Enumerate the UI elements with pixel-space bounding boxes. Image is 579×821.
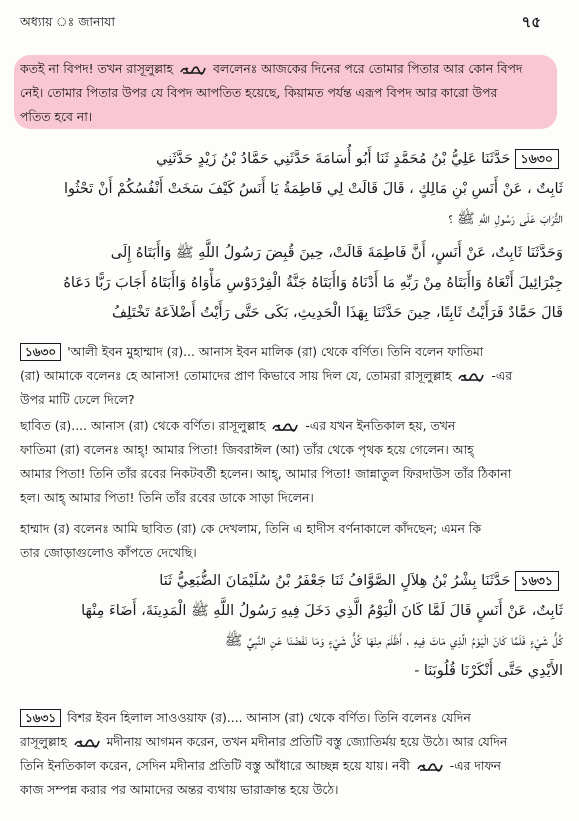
text-line: কতই না বিপদ! তখন রাসূলুল্লাহ বললেনঃ আজকের দিনের পরে তোমার পিতার আর কোন বিপদ bbox=[20, 61, 523, 76]
text-line: (রা) আমাকে বলেনঃ হে আনাস! তোমাদের প্রাণ কিভাবে সায় দিল যে, তোমরা রাসূলুল্লাহ -এর bbox=[20, 368, 513, 383]
hadith-number: ১৬৩০ bbox=[515, 149, 560, 169]
text-line: হাম্মাদ (র) বলেনঃ আমি ছাবিত (রা) কে দেখলাম, তিনি এ হাদীস বর্ণনাকালে কাঁদছেন; এমন কি bbox=[20, 521, 482, 536]
text-line: তিনি ইনতিকাল করেন, সেদিন মদীনার প্রতিটি বস্তু আঁধারে আচ্ছন্ন হয়ে যায়। নবী -এর দাফন bbox=[20, 758, 501, 773]
text-line: ১৬৩১حَدَّثَنَا بِشْرُ بْنُ هِلاَلٍ الصَّوَّافُ ثَنَا جَعْفَرُ بْنُ سُلَيْمَانَ الضُّبَعِيُّ ثَنَا bbox=[18, 566, 563, 596]
text-line: وَحَدَّثَنَا ثَابِتٌ، عَنْ أَنَسٍ، أَنَّ فَاطِمَةَ قَالَتْ، حِينَ قُبِضَ رَسُولُ اللَّهِ ﷺ وَاأَبَتَاهُ إِلَى bbox=[110, 245, 563, 261]
hadith-1630-bengali-2 bbox=[20, 414, 560, 510]
hadith-1630-arabic-2 bbox=[18, 238, 563, 328]
text-line: ثَابِتٌ ، عَنْ أَنَسِ بْنِ مَالِكٍ ، قَالَ قَالَتْ لِي فَاطِمَةُ يَا أَنَسُ كَيْفَ سَخَتْ أَنْفُسُكُمْ أَنْ تَحْثُوا bbox=[63, 181, 563, 197]
hadith-number: ১৬৩১ bbox=[515, 571, 559, 591]
salawat-calligraphy-icon bbox=[272, 422, 298, 432]
salawat-calligraphy-icon bbox=[180, 65, 206, 75]
text-line: তার জোড়াগুলোও কাঁপতে দেখেছি। bbox=[20, 545, 197, 560]
hadith-number: ১৬৩০ bbox=[20, 343, 61, 361]
text-line: রাসূলুল্লাহ মদীনায় আগমন করেন, তখন মদীনার প্রতিটি বস্তু জ্যোতির্ময় হয়ে উঠে। আর যেদিন bbox=[20, 734, 508, 749]
text-line: التُّرَابَ عَلَى رَسُولِ اللَّهِ ﷺ ؟ bbox=[448, 211, 563, 227]
hadith-1630-bengali-3 bbox=[20, 517, 560, 565]
text-line: হল। আহ্ আমার পিতা! তিনি তাঁর রবের ডাকে সাড়া দিলেন। bbox=[20, 490, 314, 505]
text-line: ১৬৩১ বিশর ইবন হিলাল সাওওয়াফ (র).... আনাস (রা) থেকে বর্ণিত। তিনি বলেনঃ যেদিন bbox=[20, 706, 560, 730]
hadith-1630-bengali bbox=[20, 340, 560, 412]
salawat-calligraphy-icon bbox=[458, 372, 484, 382]
text-line: ফাতিমা (রা) বলেনঃ আহ্! আমার পিতা! জিবরাঈল (আ) তাঁর থেকে পৃথক হয়ে গেলেন। আহ্ bbox=[20, 442, 474, 457]
hadith-1631-arabic bbox=[18, 566, 563, 686]
text-line: নেই। তোমার পিতার উপর যে বিপদ আপতিত হয়েছে, কিয়ামত পর্যন্ত এরূপ বিপদ আর কারো উপর bbox=[20, 85, 498, 100]
text-line: কাজ সম্পন্ন করার পর আমাদের অন্তর ব্যথায় ভারাক্রান্ত হয়ে উঠে। bbox=[20, 782, 339, 797]
hadith-1631-bengali bbox=[20, 706, 560, 802]
chapter-title: অধ্যায় ঃ জানাযা bbox=[20, 14, 115, 29]
text-line: ثَابِتٌ، عَنْ أَنَسٍ قَالَ لَمَّا كَانَ الْيَوْمُ الَّذِي دَخَلَ فِيهِ رَسُولُ اللَّهِ ﷺ الْمَدِينَةَ، أَضَاءَ مِنْهَا bbox=[81, 603, 563, 619]
text-line: قَالَ حَمَّادٌ فَرَأَيْتُ ثَابِتًا، حِينَ حَدَّثَنَا بِهَذَا الْحَدِيثِ، بَكَى حَتَّى رَأَيْتُ أَضْلاَعَهُ تَخْتَلِفُ bbox=[112, 305, 563, 321]
text-line: الأَيْدِي حَتَّى أَنْكَرْنَا قُلُوبَنَا - bbox=[414, 663, 563, 679]
text-line: ১৬৩০حَدَّثَنَا عَلِيُّ بْنُ مُحَمَّدٍ ثَنَا أَبُو أُسَامَةَ حَدَّثَنِي حَمَّادُ بْنُ زَيْدٍ حَدَّثَنِي bbox=[18, 144, 563, 174]
text-line: ১৬৩০ 'আলী ইবন মুহাম্মাদ (র)... আনাস ইবন মালিক (রা) থেকে বর্ণিত। তিনি বলেন ফাতিমা bbox=[20, 340, 560, 364]
text-line: উপর মাটি ঢেলে দিলে? bbox=[20, 392, 135, 407]
salawat-calligraphy-icon bbox=[417, 762, 443, 772]
text-line: পতিত হবে না। bbox=[20, 109, 93, 124]
text-line: كُلُّ شَيْءٍ فَلَمَّا كَانَ الْيَوْمُ الَّذِي مَاتَ فِيهِ ، أَظْلَمَ مِنْهَا كُلُّ شَيْءٍ وَمَا نَفَضْنَا عَنِ النَّبِيِّ ﷺ bbox=[224, 633, 563, 649]
page-number: ৭৫ bbox=[521, 13, 541, 31]
text-line: ছাবিত (র).... আনাস (রা) থেকে বর্ণিত। রাসূলুল্লাহ -এর যখন ইনতিকাল হয়, তখন bbox=[20, 418, 456, 433]
text-line: আমার পিতা! তিনি তাঁর রবের নিকটবর্তী হলেন। আহ্, আমার পিতা! জান্নাতুল ফিরদাউস তাঁর ঠিকানা bbox=[20, 466, 512, 481]
hadith-1630-arabic bbox=[18, 144, 563, 234]
highlight-paragraph bbox=[20, 57, 560, 129]
text-line: جِبْرَائِيلَ أَنْعَاهُ وَاأَبَتَاهُ مِنْ رَبِّهِ مَا أَدْنَاهُ وَاأَبَتَاهُ جَنَّةُ الْفِرْدَوْسِ مَأْوَاهُ وَاأَبَتَاهُ أَجَابَ رَبًّا دَعَاهُ bbox=[63, 275, 563, 291]
salawat-calligraphy-icon bbox=[74, 738, 100, 748]
hadith-number: ১৬৩১ bbox=[20, 709, 61, 727]
